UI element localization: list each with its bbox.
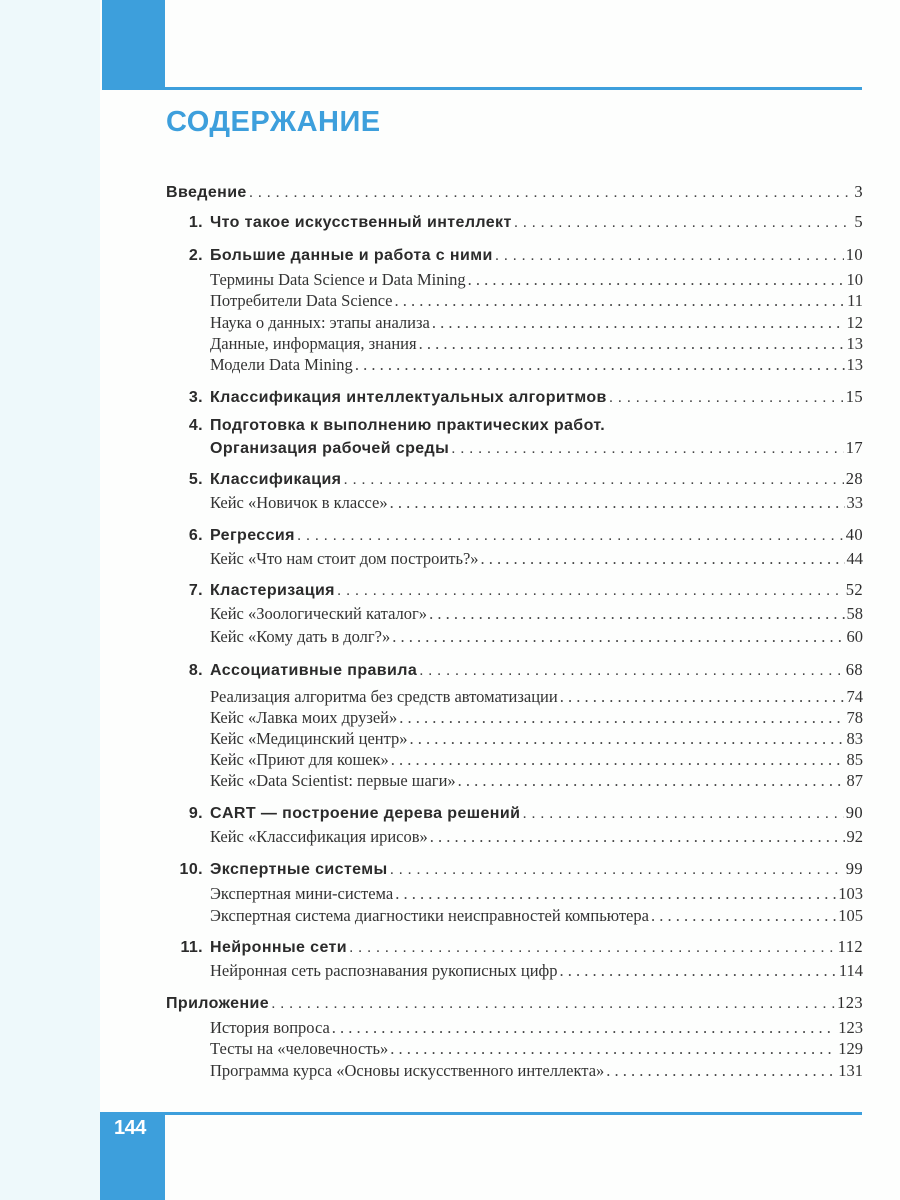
toc-entry-page: 87 (846, 771, 863, 790)
toc-entry-page: 112 (837, 937, 863, 956)
toc-entry-page: 10 (845, 245, 863, 264)
toc-entry-number: 8. (188, 662, 203, 679)
toc-entry-title: Кейс «Новичок в классе» (210, 493, 388, 512)
dot-leader (394, 291, 845, 311)
toc-entry-title: Потребители Data Science (210, 291, 393, 310)
toc-entry (166, 212, 863, 232)
dot-leader (606, 1061, 836, 1081)
toc-entry-page: 28 (845, 469, 863, 488)
toc-entry-title: Кейс «Медицинский центр» (210, 729, 408, 748)
footer-rule (100, 1112, 862, 1115)
dot-leader (458, 771, 845, 791)
dot-leader (355, 355, 845, 375)
toc-entry-number: 4. (188, 417, 203, 434)
toc-entry (166, 884, 863, 904)
dot-leader (390, 1039, 836, 1059)
dot-leader (429, 604, 844, 624)
toc-entry-title: Наука о данных: этапы анализа (210, 313, 430, 332)
toc-entry-page: 90 (845, 803, 863, 822)
dot-leader (559, 961, 836, 981)
dot-leader (522, 805, 843, 823)
toc-entry (166, 660, 863, 680)
toc-entry (166, 469, 863, 489)
page-number: 144 (114, 1117, 146, 1139)
toc-entry (166, 827, 863, 847)
toc-entry-title: История вопроса (210, 1018, 330, 1037)
toc-entry (166, 334, 863, 354)
toc-entry-number: 7. (188, 582, 203, 599)
toc-entry (166, 525, 863, 545)
toc-entry-page: 13 (846, 355, 863, 374)
toc-entry (166, 313, 863, 333)
toc-entry (166, 859, 863, 879)
toc-entry-number: 5. (188, 471, 203, 488)
toc-entry (166, 687, 863, 707)
toc-entry-page: 60 (846, 627, 863, 646)
dot-leader (249, 184, 853, 202)
toc-entry (166, 906, 863, 926)
toc-entry-title: Экспертная система диагностики неисправностей компьютера (210, 906, 649, 925)
toc-entry-title: Кластеризация (210, 582, 335, 599)
toc-entry-title: Программа курса «Основы искусственного интеллекта» (210, 1061, 605, 1080)
dot-leader (451, 440, 844, 458)
dot-leader (391, 750, 845, 770)
toc-entry (166, 771, 863, 791)
toc-entry (166, 417, 863, 435)
toc-entry-page: 103 (838, 884, 863, 903)
toc-entry-page: 5 (854, 212, 863, 231)
toc-entry-page: 58 (846, 604, 863, 623)
toc-entry-number: 11. (180, 939, 203, 956)
toc-entry (166, 182, 863, 202)
toc-entry-page: 68 (845, 660, 863, 679)
toc-entry-title: Что такое искусственный интеллект (210, 214, 512, 231)
toc-entry-title: Кейс «Data Scientist: первые шаги» (210, 771, 456, 790)
toc-entry-title: Регрессия (210, 527, 295, 544)
dot-leader (560, 687, 845, 707)
toc-entry-title: Большие данные и работа с ними (210, 247, 493, 264)
toc-entry (166, 245, 863, 265)
toc-entry-page: 99 (845, 859, 863, 878)
toc-entry-title: Кейс «Лавка моих друзей» (210, 708, 398, 727)
dot-leader (395, 884, 836, 904)
toc-entry (166, 961, 863, 981)
toc-entry (166, 291, 863, 311)
dot-leader (343, 471, 843, 489)
toc-entry (166, 729, 863, 749)
dot-leader (332, 1018, 836, 1038)
toc-entry-page: 44 (846, 549, 863, 568)
toc-entry-page: 105 (838, 906, 863, 925)
toc-entry (166, 355, 863, 375)
toc-entry-page: 131 (838, 1061, 863, 1080)
toc-entry (166, 803, 863, 823)
page-margin (0, 0, 100, 1200)
header-rule (102, 87, 862, 90)
toc-entry (166, 387, 863, 407)
toc-entry-title: Классификация интеллектуальных алгоритмов (210, 389, 607, 406)
toc-entry-title: Тесты на «человечность» (210, 1039, 389, 1058)
toc-entry-page: 123 (837, 993, 863, 1012)
toc-entry-title: Данные, информация, знания (210, 334, 417, 353)
toc-entry-title: Кейс «Зоологический каталог» (210, 604, 428, 623)
dot-leader (390, 493, 845, 513)
toc-entry-page: 12 (846, 313, 863, 332)
toc-entry (166, 750, 863, 770)
dot-leader (419, 334, 845, 354)
toc-entry-page: 11 (847, 291, 863, 310)
toc-entry (166, 270, 863, 290)
toc-entry-title: Экспертные системы (210, 861, 388, 878)
dot-leader (271, 995, 835, 1013)
toc-entry-title: CART — построение дерева решений (210, 805, 521, 822)
dot-leader (481, 549, 845, 569)
toc-entry-page: 74 (846, 687, 863, 706)
toc-entry-title: Кейс «Кому дать в долг?» (210, 627, 391, 646)
toc-entry-page: 17 (845, 438, 863, 457)
toc-entry (166, 937, 863, 957)
dot-leader (337, 582, 844, 600)
toc-entry-title: Реализация алгоритма без средств автоматизации (210, 687, 558, 706)
toc-entry-title: Нейронные сети (210, 939, 348, 956)
toc-entry-title: Нейронная сеть распознавания рукописных цифр (210, 961, 558, 980)
toc-entry (166, 580, 863, 600)
toc-entry (166, 1039, 863, 1059)
toc-entry-title: Приложение (166, 995, 270, 1012)
toc-entry-page: 129 (838, 1039, 863, 1058)
toc-entry (166, 627, 863, 647)
dot-leader (495, 247, 844, 265)
toc-entry-number: 6. (188, 527, 203, 544)
toc-entry (166, 1061, 863, 1081)
toc-entry (166, 1018, 863, 1038)
toc-entry-title: Организация рабочей среды (210, 440, 450, 457)
header-accent-block (102, 0, 165, 90)
toc-entry-title: Термины Data Science и Data Mining (210, 270, 466, 289)
toc-entry-page: 92 (846, 827, 863, 846)
toc-entry-title: Кейс «Что нам стоит дом построить?» (210, 549, 479, 568)
toc-entry-number: 2. (188, 247, 203, 264)
dot-leader (651, 906, 836, 926)
toc-entry-page: 15 (845, 387, 863, 406)
toc-entry-page: 114 (838, 961, 863, 980)
dot-leader (392, 627, 844, 647)
toc-entry (166, 993, 863, 1013)
toc-entry-page: 40 (845, 525, 863, 544)
dot-leader (430, 827, 845, 847)
dot-leader (419, 662, 844, 680)
toc-entry-title: Кейс «Классификация ирисов» (210, 827, 428, 846)
toc-entry-number: 10. (179, 861, 203, 878)
toc-entry-title: Кейс «Приют для кошек» (210, 750, 389, 769)
toc-entry (166, 549, 863, 569)
toc-entry-title: Ассоциативные правила (210, 662, 418, 679)
toc-entry-number: 9. (188, 805, 203, 822)
toc-entry-page: 83 (846, 729, 863, 748)
dot-leader (399, 708, 844, 728)
toc-entry-number: 3. (188, 389, 203, 406)
toc-entry-page: 3 (854, 182, 863, 201)
toc-entry (166, 708, 863, 728)
toc-entry (166, 438, 863, 458)
toc-entry (166, 493, 863, 513)
dot-leader (432, 313, 845, 333)
toc-entry-title: Модели Data Mining (210, 355, 353, 374)
toc-entry-page: 33 (846, 493, 863, 512)
toc-entry-title: Классификация (210, 471, 342, 488)
toc-entry-title: Подготовка к выполнению практических работ. (210, 417, 606, 434)
page-title: СОДЕРЖАНИЕ (166, 106, 381, 138)
toc-entry-number: 1. (188, 214, 203, 231)
dot-leader (609, 389, 844, 407)
toc-entry-page: 123 (838, 1018, 863, 1037)
dot-leader (468, 270, 845, 290)
toc-entry-page: 52 (845, 580, 863, 599)
dot-leader (410, 729, 845, 749)
toc-entry-page: 78 (846, 708, 863, 727)
toc-entry-page: 10 (846, 270, 863, 289)
dot-leader (390, 861, 844, 879)
dot-leader (514, 214, 853, 232)
toc-entry-page: 13 (846, 334, 863, 353)
dot-leader (297, 527, 844, 545)
toc-entry (166, 604, 863, 624)
dot-leader (349, 939, 836, 957)
toc-entry-title: Введение (166, 184, 247, 201)
toc-entry-title: Экспертная мини-система (210, 884, 394, 903)
toc-entry-page: 85 (846, 750, 863, 769)
